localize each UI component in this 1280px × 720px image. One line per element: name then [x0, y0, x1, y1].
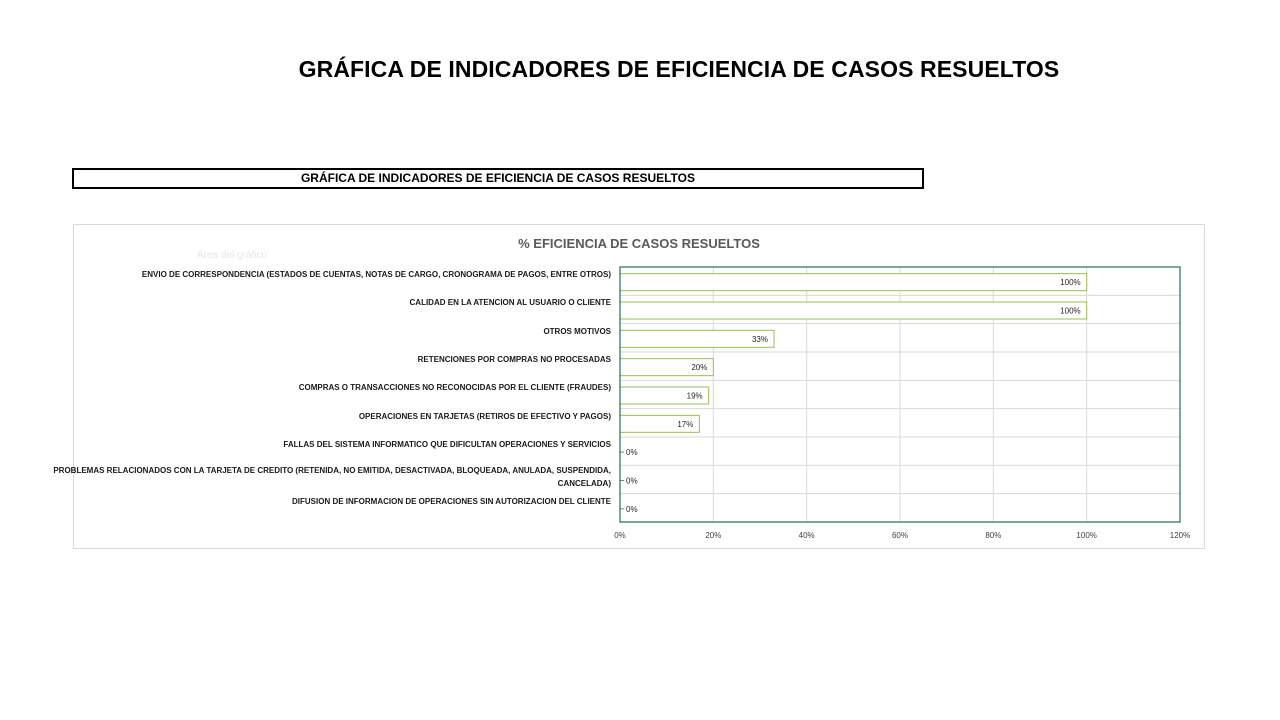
chart-area-tooltip: Área del gráfico — [197, 250, 268, 261]
chart-area[interactable] — [53, 224, 1205, 549]
category-label: OPERACIONES EN TARJETAS (RETIROS DE EFECTIVO Y PAGOS) — [358, 411, 611, 421]
data-label: 0% — [626, 504, 638, 514]
category-label: COMPRAS O TRANSACCIONES NO RECONOCIDAS POR EL CLIENTE (FRAUDES) — [298, 383, 611, 393]
x-tick-label: 120% — [1169, 531, 1191, 540]
data-label: 100% — [1060, 306, 1081, 316]
x-tick-label: 60% — [891, 531, 909, 540]
data-label: 100% — [1060, 278, 1081, 288]
category-label: CALIDAD EN LA ATENCION AL USUARIO O CLIENTE — [409, 298, 611, 308]
slide-title: GRÁFICA DE INDICADORES DE EFICIENCIA DE CASOS RESUELTOS — [298, 56, 1060, 82]
chart-title: % EFICIENCIA DE CASOS RESUELTOS — [518, 236, 760, 251]
bar — [620, 274, 1087, 291]
data-label: 0% — [626, 476, 638, 486]
category-label: FALLAS DEL SISTEMA INFORMATICO QUE DIFICULTAN OPERACIONES Y SERVICIOS — [283, 440, 611, 449]
bar — [620, 302, 1087, 319]
x-tick-label: 20% — [705, 531, 722, 540]
category-label: DIFUSION DE INFORMACION DE OPERACIONES SIN AUTORIZACION DEL CLIENTE — [292, 496, 611, 506]
category-label: OTROS MOTIVOS — [543, 326, 611, 336]
data-label: 0% — [626, 448, 638, 458]
x-tick-label: 100% — [1076, 531, 1097, 540]
bar — [620, 330, 774, 347]
data-label: 19% — [686, 391, 703, 401]
x-tick-label: 0% — [614, 531, 626, 540]
x-tick-label: 40% — [798, 531, 815, 540]
data-label: 33% — [751, 334, 768, 344]
boxed-chart-heading: GRÁFICA DE INDICADORES DE EFICIENCIA DE CASOS RESUELTOS — [72, 168, 924, 189]
x-tick-label: 80% — [985, 531, 1002, 540]
data-label: 20% — [691, 363, 708, 373]
category-label: PROBLEMAS RELACIONADOS CON LA TARJETA DE CREDITO (RETENIDA, NO EMITIDA, DESACTIVADA, BLOQUEADA, ANULADA, SUSPENDIDA, CANCELADA) — [53, 466, 611, 489]
category-label: RETENCIONES POR COMPRAS NO PROCESADAS — [417, 355, 611, 364]
data-label: 17% — [677, 419, 694, 429]
category-label: ENVIO DE CORRESPONDENCIA (ESTADOS DE CUENTAS, NOTAS DE CARGO, CRONOGRAMA DE PAGOS, ENTRE OTROS) — [141, 270, 611, 279]
